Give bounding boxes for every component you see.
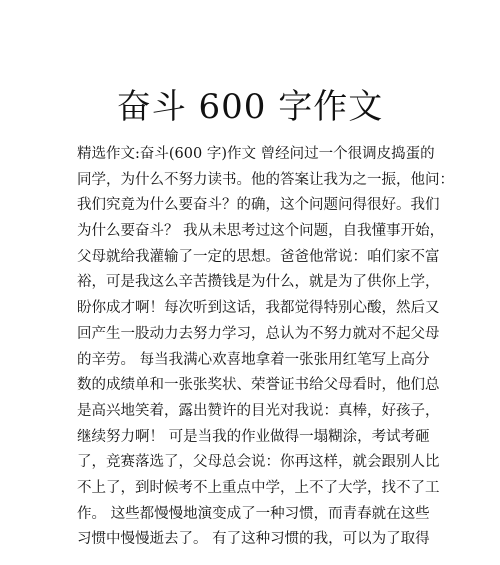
body-line: 的辛劳。 每当我满心欢喜地拿着一张张用红笔写上高分	[77, 351, 430, 368]
body-line: 为什么要奋斗？ 我从未思考过这个问题，自我懂事开始，	[77, 223, 445, 240]
body-line: 裕，可是我这么辛苦攒钱是为什么，就是为了供你上学，	[77, 274, 440, 291]
body-line: 不上了，到时候考不上重点中学，上不了大学，找不了工	[77, 479, 440, 496]
body-line: 数的成绩单和一张张奖状、荣誉证书给父母看时，他们总	[77, 377, 440, 394]
document-body	[77, 142, 454, 553]
body-line: 习惯中慢慢逝去了。 有了这种习惯的我，可以为了取得	[77, 531, 430, 548]
body-line: 继续努力啊！ 可是当我的作业做得一塌糊涂，考试考砸	[77, 428, 430, 445]
body-line: 父母就给我灌输了一定的思想。爸爸他常说：咱们家不富	[77, 248, 440, 265]
body-line: 是高兴地笑着，露出赞许的目光对我说：真棒，好孩子，	[77, 402, 440, 419]
document-title: 奋斗 600 字作文	[116, 87, 384, 127]
body-line: 了，竞赛落选了，父母总会说：你再这样，就会跟别人比	[77, 454, 440, 471]
body-line: 盼你成才啊！每次听到这话，我都觉得特别心酸，然后又	[77, 300, 440, 317]
body-line: 回产生一股动力去努力学习，总认为不努力就对不起父母	[77, 325, 440, 342]
body-line: 精选作文:奋斗(600 字)作文 曾经问过一个很调皮捣蛋的	[77, 146, 435, 162]
body-line: 作。 这些都慢慢地演变成了一种习惯，而青春就在这些	[77, 505, 430, 522]
body-line: 我们究竟为什么要奋斗？的确，这个问题问得很好。我们	[77, 197, 440, 214]
body-line: 同学，为什么不努力读书。他的答案让我为之一振，他问：	[77, 171, 454, 188]
